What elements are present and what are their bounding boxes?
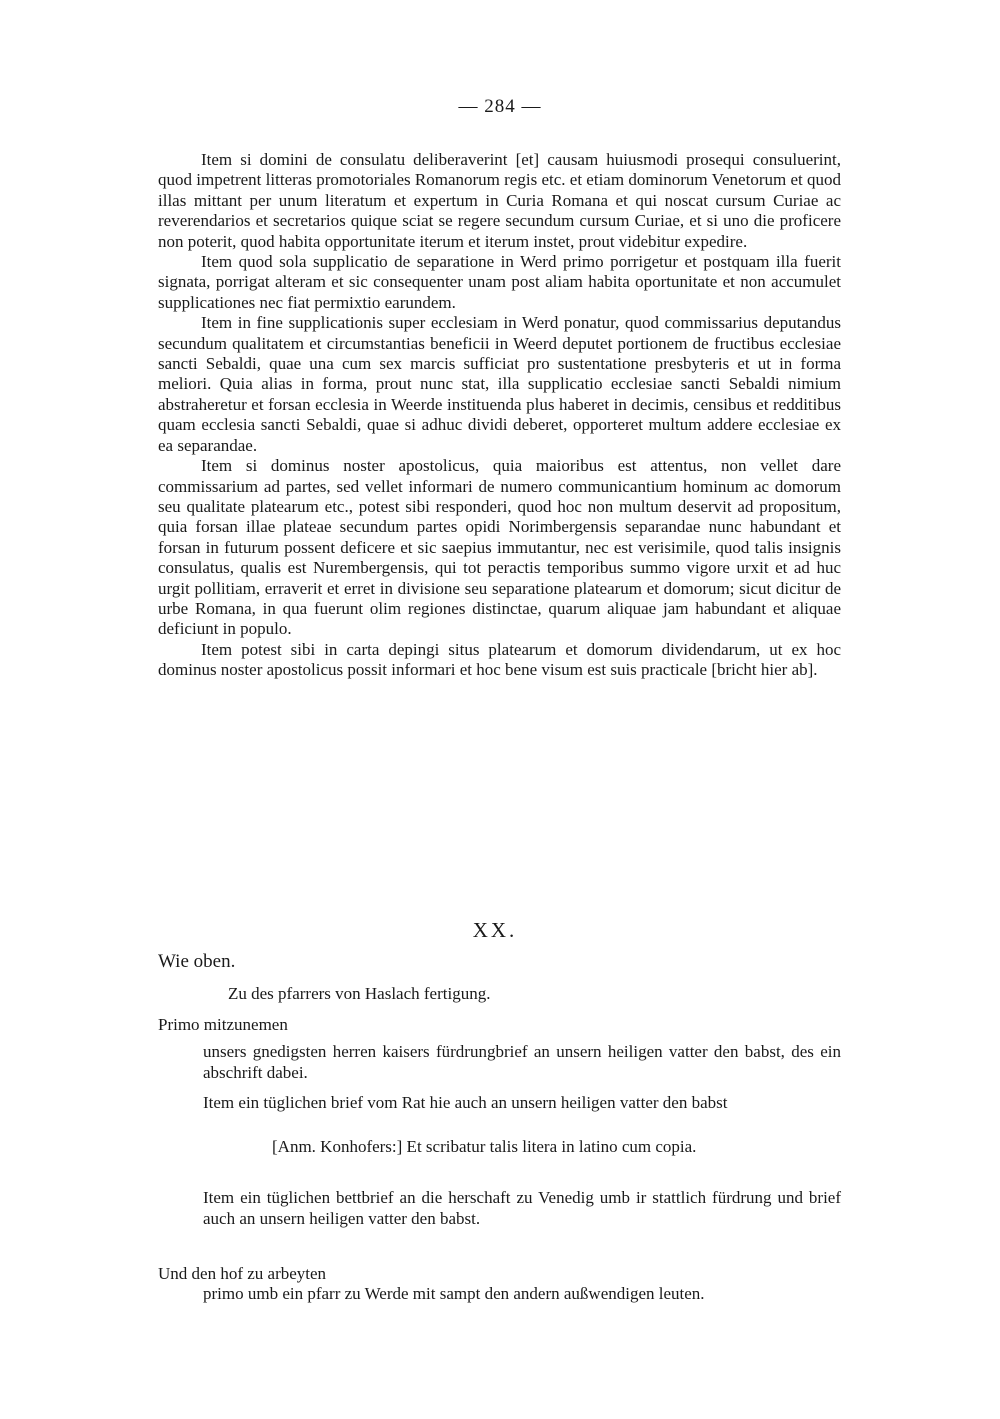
paragraph-5: Item potest sibi in carta depingi situs platearum et domorum dividendarum, ut ex hoc dominus noster apostolicus possit informari et hoc bene visum est suis practicale [bricht hier ab]. [158,639,841,680]
final-list-item: primo umb ein pfarr zu Werde mit sampt den andern außwendigen leuten. [203,1284,705,1303]
page-number: — 284 — [458,96,542,117]
section-heading: Wie oben. [158,951,236,972]
paragraph-3: Item in fine supplicationis super ecclesiam in Werd ponatur, quod commissarius deputandus secundum qualitatem et circumstantias beneficii in Weerd deputet portionem de fructibus ecclesiae sancti Sebaldi, quae una cum sex marcis sufficiat pro sustentatione presbyteris et ut in forma meliori. Quia alias in forma, prout nunc stat, illa supplicatio ecclesiae sancti Sebaldi nimium abstraheretur et forsan ecclesia in Weerde instituenda plus haberet in decimis, censibus et redditibus quam ecclesia sancti Sebaldi, quae si adhuc dividi deberet, opporteret multum addere ecclesiae ex ea separandae. [158,313,841,455]
list-item-3: Item ein tüglichen bettbrief an die herschaft zu Venedig umb ir stattlich fürdrung und brief auch an unsern heiligen vatter den babst. [203,1188,841,1228]
annotation: [Anm. Konhofers:] Et scribatur talis litera in latino cum copia. [272,1137,697,1156]
paragraph-2: Item quod sola supplicatio de separatione in Werd primo porrigetur et postquam illa fuerit signata, porrigat alteram et sic consequenter unam post aliam habita oportunitate et non accumulet supplicationes nec fiat permixtio earundem. [158,252,841,312]
list-item-1: unsers gnedigsten herren kaisers fürdrungbrief an unsern heiligen vatter den babst, des ein abschrift dabei. [203,1042,841,1082]
und-heading: Und den hof zu arbeyten [158,1264,327,1283]
body-text [158,150,841,681]
list-item-2: Item ein tüglichen brief vom Rat hie auch an unsern heiligen vatter den babst [203,1093,728,1112]
section-subtitle: Zu des pfarrers von Haslach fertigung. [228,984,491,1003]
section-number: XX. [472,918,518,942]
paragraph-1: Item si domini de consulatu deliberaverint [et] causam huiusmodi prosequi consuluerint, quod impetrent litteras promotoriales Romanorum regis etc. et etiam dominorum Venetorum et quod illas mittant per unum literatum et expertum in Curia Romana et qui noscat cursum Curiae ac reverendarios et secretarios quique sciat se regere secundum cursum Curiae, et si uno die proficere non poterit, quod habita opportunitate iterum et iterum instet, prout videbitur expedire. [158,150,841,251]
paragraph-4: Item si dominus noster apostolicus, quia maioribus est attentus, non vellet dare commissarium ad partes, sed vellet informari de numero communicantium hominum ac domorum seu qualitate platearum etc., potest sibi responderi, quod hoc non multum deservit ad propositum, quia forsan illae plateae secundum partes opidi Norimbergensis separandae nunc habundant et forsan in futurum possent deficere et sic saepius immutantur, nec est verisimile, quod talis insignis consulatus, qualis est Nurembergensis, qui tot peractis temporibus summo vigore urxit et ad huc urgit pollitiam, erraverit et erret in divisione seu separatione platearum et domorum; sicut dicitur de urbe Romana, in qua fuerunt olim regiones distinctae, quarum aliquae jam habundant et aliquae deficiunt in populo. [158,456,841,639]
primo-heading: Primo mitzunemen [158,1015,288,1034]
